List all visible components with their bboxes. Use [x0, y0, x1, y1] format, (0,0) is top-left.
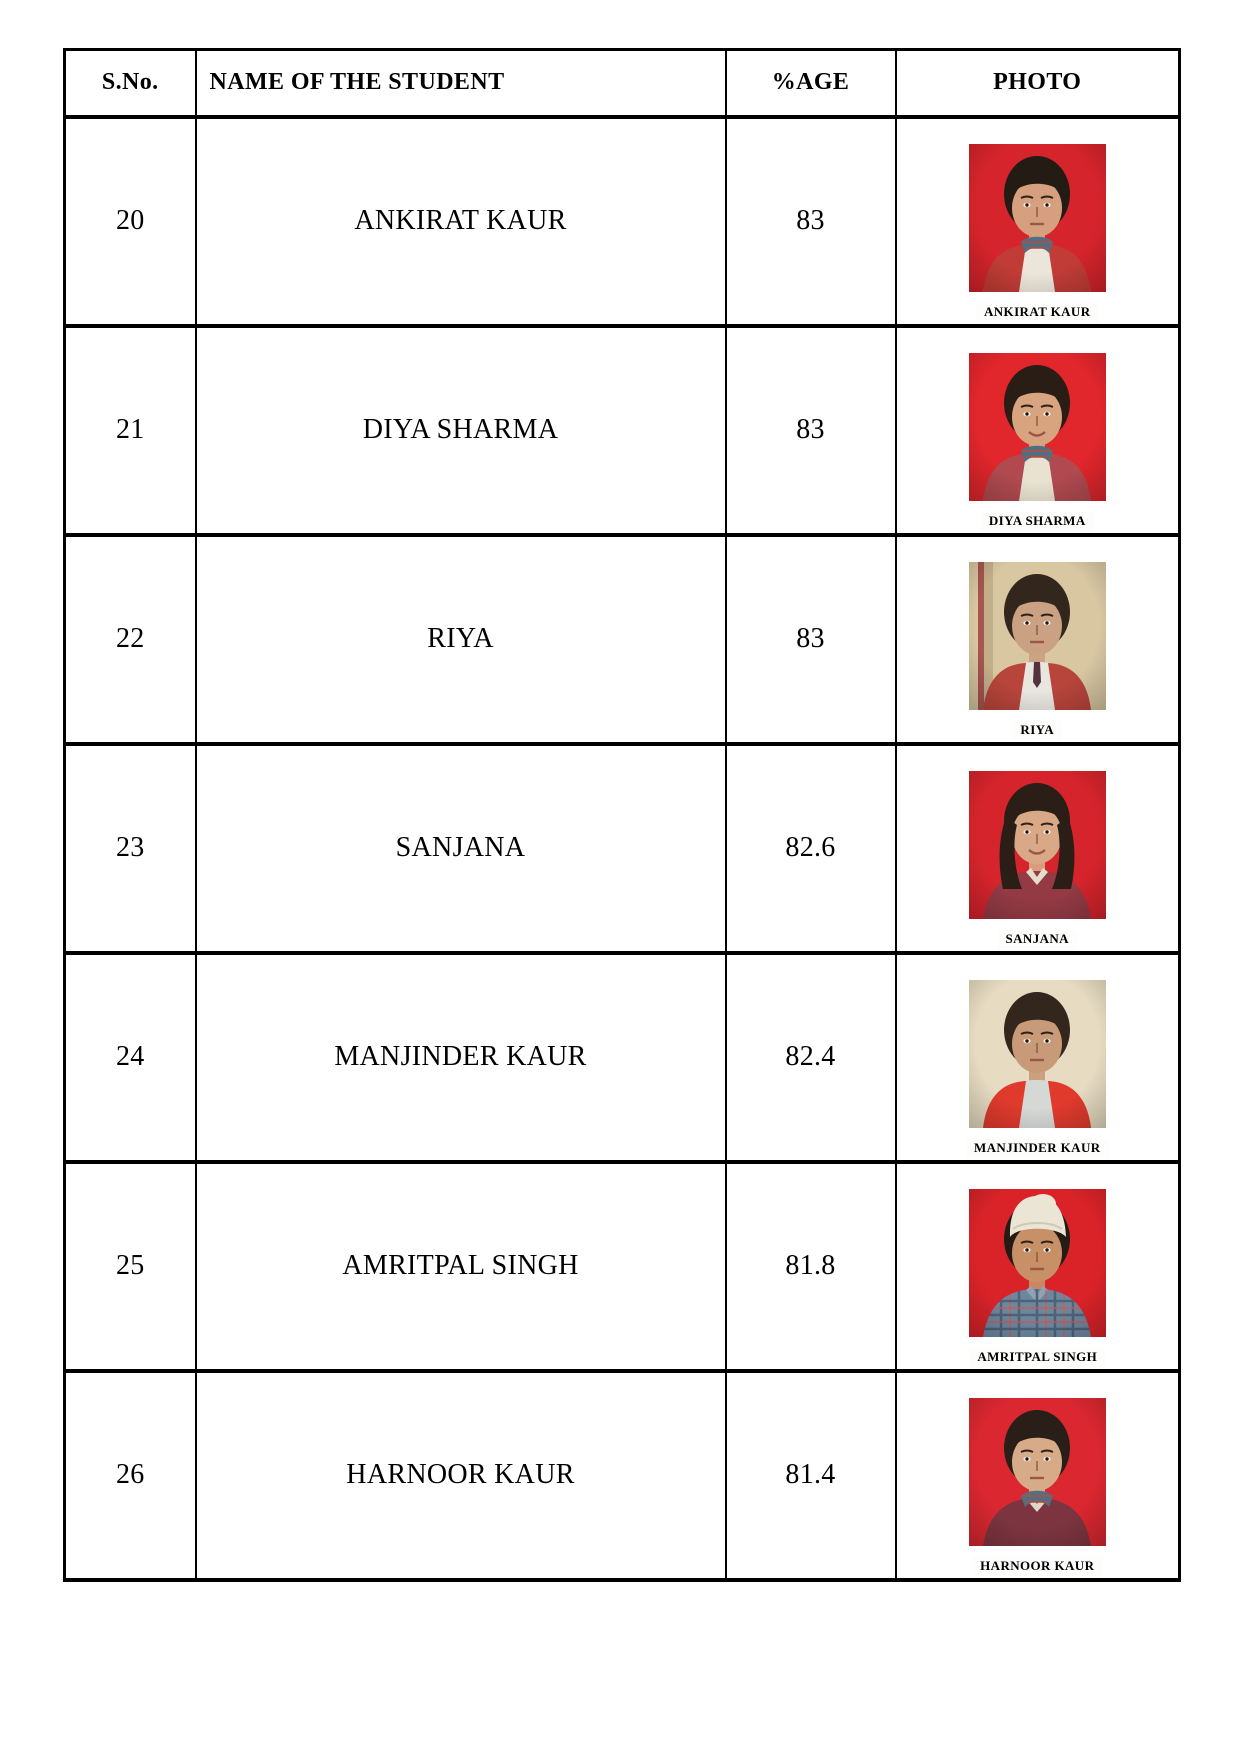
name-cell: [196, 953, 726, 1162]
pct-cell: [726, 535, 896, 744]
pct-cell: [726, 1371, 896, 1580]
student-row: [65, 326, 1180, 535]
student-name: RIYA: [427, 623, 494, 654]
sno-value: 23: [115, 832, 145, 863]
photo-caption: RIYA: [1012, 721, 1062, 741]
sno-value: 24: [115, 1041, 145, 1072]
photo-block: [897, 537, 1179, 741]
pct-cell: [726, 117, 896, 326]
student-row: [65, 1162, 1180, 1371]
student-name: ANKIRAT KAUR: [354, 205, 567, 236]
student-name: DIYA SHARMA: [362, 414, 559, 445]
sno-value: 26: [115, 1459, 145, 1490]
sno-cell: [65, 535, 196, 744]
name-cell: [196, 744, 726, 953]
photo-caption: SANJANA: [998, 930, 1077, 950]
student-row: [65, 1371, 1180, 1580]
sno-cell: [65, 1162, 196, 1371]
student-row: [65, 117, 1180, 326]
sno-value: 22: [115, 623, 145, 654]
student-photo-image: [969, 353, 1106, 501]
header-pct: %AGE: [726, 50, 896, 117]
photo-cell: [896, 1371, 1180, 1580]
photo-caption: AMRITPAL SINGH: [969, 1348, 1105, 1368]
pct-cell: [726, 744, 896, 953]
header-row: [65, 50, 1180, 117]
name-cell: [196, 1371, 726, 1580]
photo-block: [897, 1373, 1179, 1577]
student-name: MANJINDER KAUR: [334, 1041, 587, 1072]
photo-block: [897, 119, 1179, 323]
student-photo-image: [969, 980, 1106, 1128]
student-name: SANJANA: [395, 832, 526, 863]
percentage-value: 81.4: [785, 1459, 836, 1490]
name-cell: [196, 535, 726, 744]
sno-cell: [65, 1371, 196, 1580]
sno-value: 25: [115, 1250, 145, 1281]
student-row: [65, 535, 1180, 744]
pct-cell: [726, 1162, 896, 1371]
photo-caption: HARNOOR KAUR: [972, 1557, 1102, 1577]
student-name: HARNOOR KAUR: [346, 1459, 575, 1490]
photo-block: [897, 1164, 1179, 1368]
percentage-value: 81.8: [785, 1250, 836, 1281]
sno-cell: [65, 744, 196, 953]
photo-cell: [896, 953, 1180, 1162]
photo-caption: DIYA SHARMA: [981, 512, 1094, 532]
student-photo-image: [969, 144, 1106, 292]
percentage-value: 82.4: [785, 1041, 836, 1072]
photo-cell: [896, 326, 1180, 535]
photo-cell: [896, 1162, 1180, 1371]
student-row: [65, 953, 1180, 1162]
photo-cell: [896, 535, 1180, 744]
sno-value: 21: [115, 414, 145, 445]
photo-block: [897, 955, 1179, 1159]
photo-caption: MANJINDER KAUR: [966, 1139, 1109, 1159]
sno-cell: [65, 326, 196, 535]
percentage-value: 83: [796, 205, 825, 236]
photo-caption: ANKIRAT KAUR: [976, 303, 1099, 323]
student-row: [65, 744, 1180, 953]
student-photo-image: [969, 562, 1106, 710]
photo-block: [897, 328, 1179, 532]
students-table: [63, 48, 1181, 1582]
student-name: AMRITPAL SINGH: [342, 1250, 579, 1281]
percentage-value: 82.6: [785, 832, 836, 863]
header-photo: PHOTO: [896, 50, 1180, 117]
photo-cell: [896, 117, 1180, 326]
name-cell: [196, 1162, 726, 1371]
percentage-value: 83: [796, 414, 825, 445]
photo-block: [897, 746, 1179, 950]
student-photo-image: [969, 771, 1106, 919]
sno-cell: [65, 953, 196, 1162]
student-photo-image: [969, 1189, 1106, 1337]
photo-cell: [896, 744, 1180, 953]
pct-cell: [726, 953, 896, 1162]
sno-value: 20: [115, 205, 145, 236]
percentage-value: 83: [796, 623, 825, 654]
name-cell: [196, 117, 726, 326]
sno-cell: [65, 117, 196, 326]
header-name: NAME OF THE STUDENT: [196, 50, 726, 117]
pct-cell: [726, 326, 896, 535]
header-sno: S.No.: [65, 50, 196, 117]
student-photo-image: [969, 1398, 1106, 1546]
name-cell: [196, 326, 726, 535]
